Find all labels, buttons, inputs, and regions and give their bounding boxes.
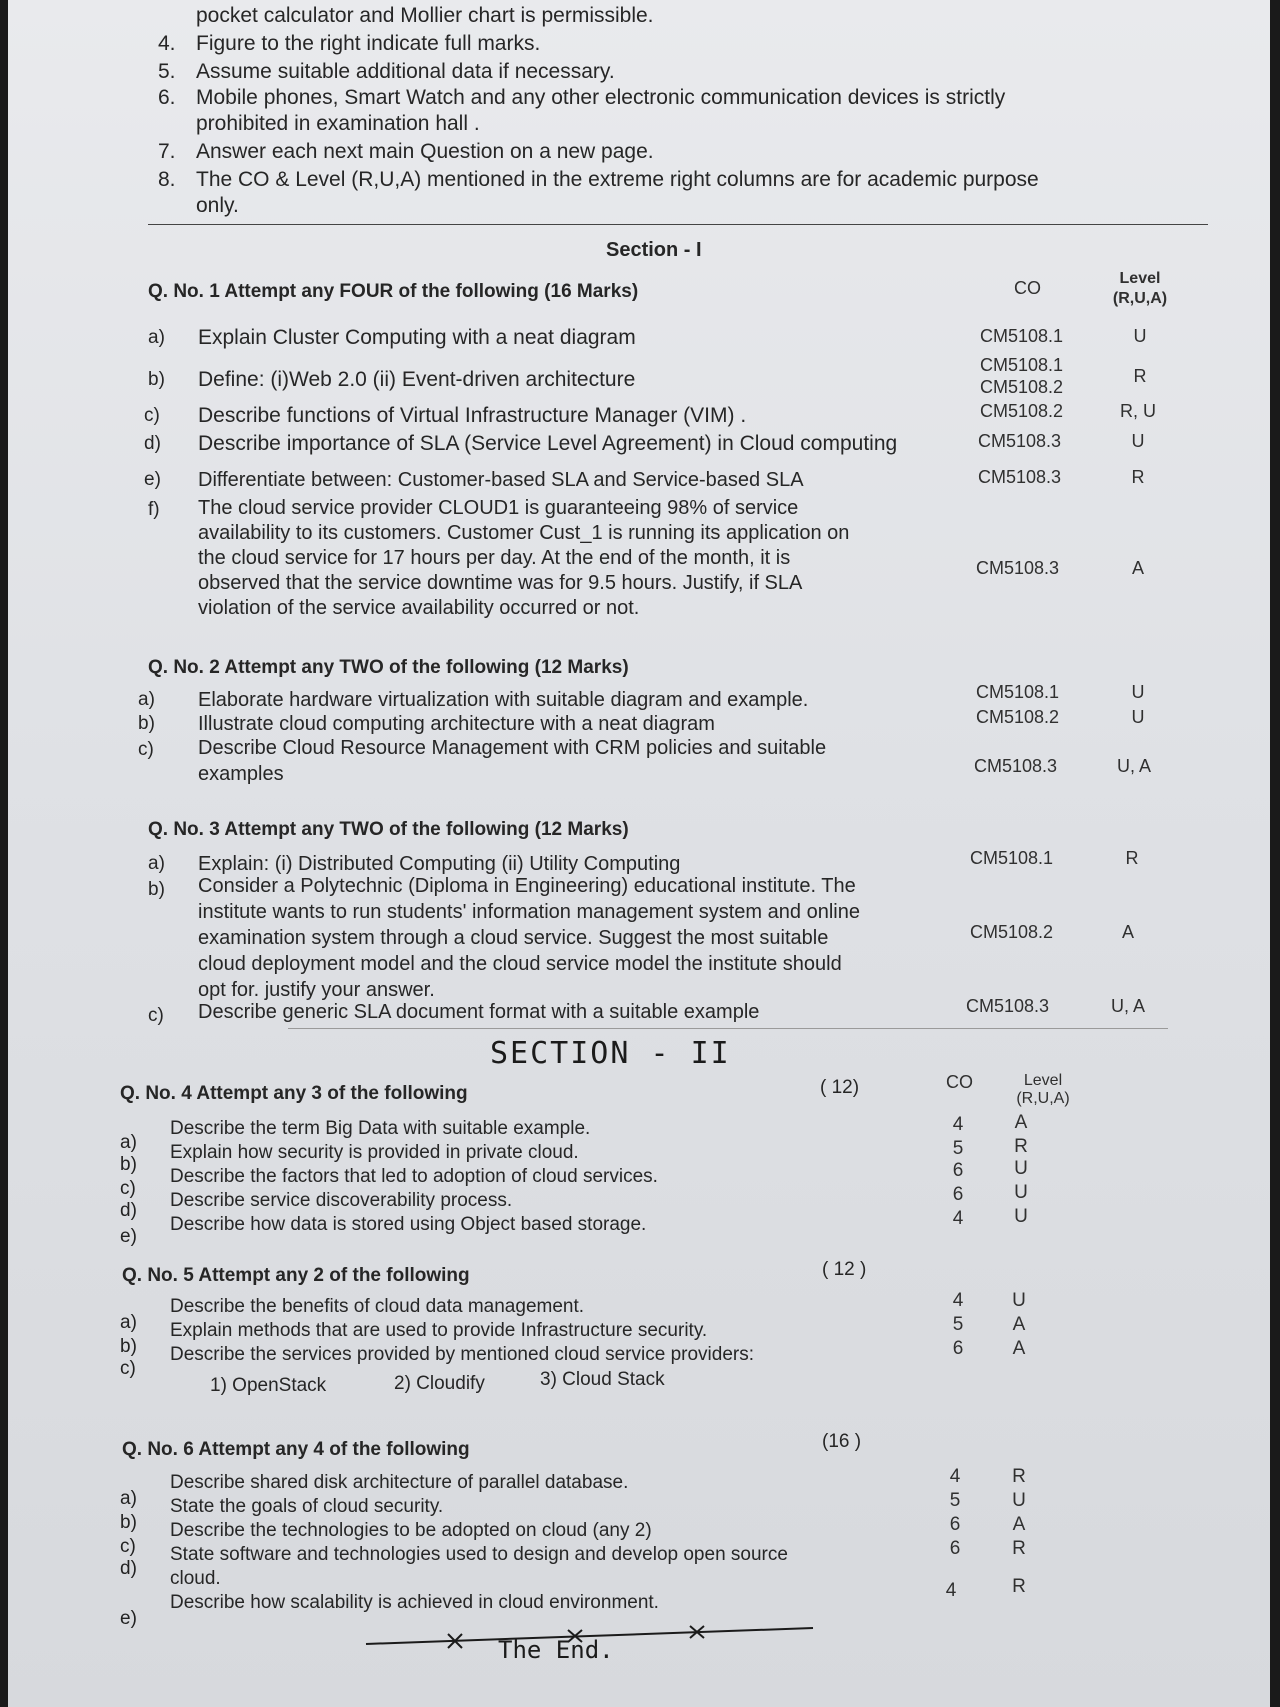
item-text: examples	[198, 763, 284, 785]
item-text: Describe the term Big Data with suitable example.	[170, 1118, 591, 1139]
item-label: c)	[138, 739, 154, 760]
item-text: availability to its customers. Customer Cust_1 is running its application on	[198, 522, 850, 544]
item-co: 4	[952, 1208, 964, 1229]
item-text: violation of the service availability occurred or not.	[198, 597, 640, 619]
item-level: U, A	[1110, 996, 1145, 1016]
item-level: A	[1012, 1338, 1026, 1359]
item-co: CM5108.2	[980, 377, 1064, 397]
item-label: f)	[148, 499, 160, 520]
item-label: a)	[138, 689, 155, 710]
item-text: the cloud service for 17 hours per day. At the end of the month, it is	[198, 547, 791, 569]
item-label: a)	[120, 1132, 137, 1153]
question-heading: Q. No. 5 Attempt any 2 of the following	[122, 1265, 470, 1286]
item-co: CM5108.2	[980, 401, 1064, 421]
item-label: a)	[148, 853, 165, 874]
item-text: Describe generic SLA document format with a suitable example	[198, 1001, 760, 1023]
item-level: U	[1012, 1490, 1026, 1511]
item-text: Consider a Polytechnic (Diploma in Engineering) educational institute. The	[198, 875, 856, 897]
instruction-number: 8.	[158, 168, 176, 191]
level-header: (R,U,A)	[1016, 1090, 1070, 1107]
item-co: 6	[952, 1338, 964, 1359]
item-label: c)	[120, 1178, 136, 1199]
item-level: U	[1133, 326, 1147, 346]
item-label: d)	[120, 1200, 137, 1221]
item-co: 6	[949, 1514, 961, 1535]
item-text: cloud deployment model and the cloud service model the institute should	[198, 953, 842, 975]
item-text: Describe how scalability is achieved in cloud environment.	[170, 1592, 659, 1613]
item-co: CM5108.3	[976, 558, 1060, 578]
item-text: institute wants to run students' information management system and online	[198, 901, 860, 923]
item-label: a)	[120, 1312, 137, 1333]
item-label: d)	[144, 433, 161, 454]
divider	[148, 224, 1208, 225]
item-text: Describe the technologies to be adopted on cloud (any 2)	[170, 1520, 652, 1541]
item-co: CM5108.3	[978, 431, 1062, 451]
instruction-line: Mobile phones, Smart Watch and any other electronic communication devices is strictly	[196, 86, 1006, 109]
item-level: R	[1012, 1576, 1026, 1597]
item-label: e)	[144, 469, 161, 490]
item-co: 5	[952, 1138, 964, 1159]
instruction-number: 4.	[158, 32, 176, 55]
question-heading: Q. No. 1 Attempt any FOUR of the following (16 Marks)	[148, 281, 639, 302]
item-text: State the goals of cloud security.	[170, 1496, 444, 1517]
item-text: Differentiate between: Customer-based SLA and Service-based SLA	[198, 469, 804, 491]
question-marks: (16 )	[822, 1431, 862, 1452]
item-level: A	[1012, 1314, 1026, 1335]
item-text: Describe Cloud Resource Management with CRM policies and suitable	[198, 737, 827, 759]
level-header: (R,U,A)	[1112, 290, 1168, 307]
item-level: U	[1131, 431, 1145, 451]
item-text: examination system through a cloud service. Suggest the most suitable	[198, 927, 829, 949]
item-co: 6	[952, 1184, 964, 1205]
item-text: observed that the service downtime was for 9.5 hours. Justify, if SLA	[198, 572, 803, 594]
question-marks: ( 12)	[820, 1077, 860, 1098]
item-level: R	[1131, 467, 1145, 487]
item-text: opt for. justify your answer.	[198, 979, 435, 1001]
instruction-line: pocket calculator and Mollier chart is permissible.	[196, 4, 654, 27]
item-text: Explain: (i) Distributed Computing (ii) Utility Computing	[198, 853, 681, 875]
item-co: CM5108.2	[970, 922, 1054, 942]
item-co: CM5108.3	[966, 996, 1050, 1016]
item-co: CM5108.1	[980, 326, 1064, 346]
co-header: CO	[1014, 278, 1041, 298]
item-co: 6	[949, 1538, 961, 1559]
item-label: e)	[120, 1608, 137, 1629]
item-text: Describe the factors that led to adoption of cloud services.	[170, 1166, 658, 1187]
provider-item: 1) OpenStack	[210, 1375, 327, 1396]
item-co: 6	[952, 1160, 964, 1181]
instruction-line: Answer each next main Question on a new page.	[196, 140, 654, 163]
item-co: 4	[945, 1580, 957, 1601]
item-label: a)	[148, 327, 165, 348]
instruction-line: prohibited in examination hall .	[196, 112, 480, 135]
item-co: CM5108.3	[974, 756, 1058, 776]
end-text: The End.	[498, 1636, 614, 1664]
item-level: U, A	[1116, 756, 1151, 776]
instruction-line: Figure to the right indicate full marks.	[196, 32, 541, 55]
item-level: U	[1131, 707, 1145, 727]
co-header: CO	[946, 1072, 973, 1092]
exam-paper	[8, 0, 1270, 1707]
item-text: Describe the services provided by mentioned cloud service providers:	[170, 1344, 754, 1365]
item-label: b)	[148, 369, 165, 390]
item-level: R	[1125, 848, 1139, 868]
question-heading: Q. No. 4 Attempt any 3 of the following	[120, 1083, 468, 1104]
item-label: b)	[148, 879, 165, 900]
item-level: U	[1014, 1206, 1028, 1227]
item-label: d)	[120, 1558, 137, 1579]
item-level: U	[1014, 1158, 1028, 1179]
item-text: Define: (i)Web 2.0 (ii) Event-driven architecture	[198, 368, 636, 391]
instruction-number: 7.	[158, 140, 176, 163]
item-label: b)	[120, 1336, 137, 1357]
item-co: CM5108.3	[978, 467, 1062, 487]
instruction-line: The CO & Level (R,U,A) mentioned in the extreme right columns are for academic purpose	[196, 168, 1039, 191]
item-text: State software and technologies used to design and develop open source	[170, 1544, 788, 1565]
item-text: Describe the benefits of cloud data management.	[170, 1296, 585, 1317]
item-text: Illustrate cloud computing architecture with a neat diagram	[198, 713, 715, 735]
item-level: A	[1131, 558, 1144, 578]
item-level: A	[1014, 1112, 1028, 1133]
item-level: U	[1131, 682, 1145, 702]
item-label: a)	[120, 1488, 137, 1509]
item-label: c)	[120, 1536, 136, 1557]
level-header: Level	[1119, 270, 1161, 287]
item-co: 4	[952, 1114, 964, 1135]
item-co: 5	[949, 1490, 961, 1511]
item-co: CM5108.1	[976, 682, 1060, 702]
item-text: Describe how data is stored using Object based storage.	[170, 1214, 647, 1235]
provider-item: 3) Cloud Stack	[540, 1369, 665, 1390]
item-co: CM5108.1	[970, 848, 1054, 868]
provider-item: 2) Cloudify	[394, 1373, 485, 1394]
item-text: Describe shared disk architecture of parallel database.	[170, 1472, 629, 1493]
item-text: Elaborate hardware virtualization with suitable diagram and example.	[198, 689, 809, 711]
item-co: 5	[952, 1314, 964, 1335]
item-level: A	[1121, 922, 1134, 942]
item-co: CM5108.2	[976, 707, 1060, 727]
question-heading: Q. No. 6 Attempt any 4 of the following	[122, 1439, 470, 1460]
divider	[288, 1028, 1168, 1029]
item-level: U	[1012, 1290, 1026, 1311]
item-text: cloud.	[170, 1568, 221, 1589]
item-level: R	[1012, 1538, 1026, 1559]
item-co: 4	[949, 1466, 961, 1487]
item-level: A	[1012, 1514, 1026, 1535]
instruction-number: 6.	[158, 86, 176, 109]
item-level: R	[1014, 1136, 1028, 1157]
item-text: The cloud service provider CLOUD1 is guaranteeing 98% of service	[198, 497, 799, 519]
item-label: c)	[144, 405, 160, 426]
item-label: c)	[148, 1005, 164, 1026]
question-heading: Q. No. 3 Attempt any TWO of the following (12 Marks)	[148, 819, 629, 840]
item-level: U	[1014, 1182, 1028, 1203]
section-title: SECTION - II	[490, 1036, 731, 1071]
item-label: b)	[120, 1512, 137, 1533]
instruction-line: Assume suitable additional data if necessary.	[196, 60, 615, 83]
item-level: R, U	[1120, 401, 1156, 421]
item-level: R	[1133, 366, 1147, 386]
item-text: Explain Cluster Computing with a neat diagram	[198, 326, 636, 349]
question-heading: Q. No. 2 Attempt any TWO of the following (12 Marks)	[148, 657, 629, 678]
item-label: e)	[120, 1226, 137, 1247]
item-text: Describe service discoverability process.	[170, 1190, 513, 1211]
item-text: Explain methods that are used to provide Infrastructure security.	[170, 1320, 708, 1341]
item-label: b)	[120, 1154, 137, 1175]
level-header: Level	[1023, 1072, 1063, 1089]
item-text: Explain how security is provided in private cloud.	[170, 1142, 579, 1163]
item-co: CM5108.1	[980, 355, 1064, 375]
section-title: Section - I	[606, 239, 702, 261]
item-co: 4	[952, 1290, 964, 1311]
item-text: Describe importance of SLA (Service Level Agreement) in Cloud computing	[198, 432, 898, 455]
item-text: Describe functions of Virtual Infrastructure Manager (VIM) .	[198, 404, 747, 427]
instruction-number: 5.	[158, 60, 176, 83]
item-level: R	[1012, 1466, 1026, 1487]
instruction-line: only.	[196, 194, 239, 217]
question-marks: ( 12 )	[822, 1259, 867, 1280]
item-label: b)	[138, 713, 155, 734]
item-label: c)	[120, 1358, 136, 1379]
